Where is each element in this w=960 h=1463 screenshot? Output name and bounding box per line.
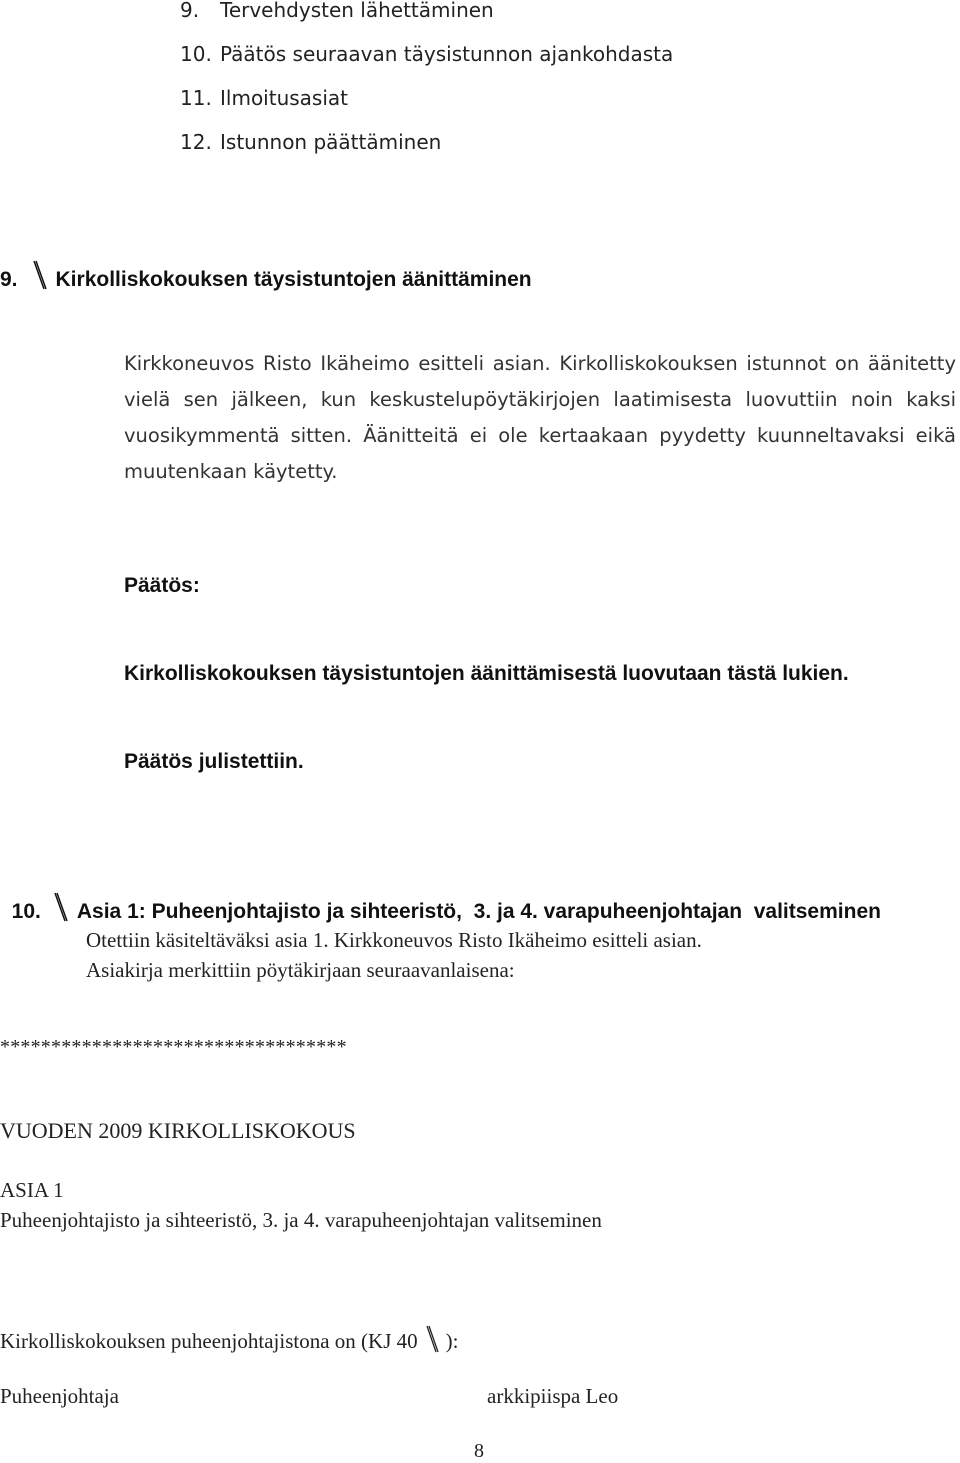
section-title: Asia 1: Puheenjohtajisto ja sihteeristö, 3. ja 4. varapuheenjohtajan valitseminen <box>76 900 881 923</box>
section-sign-icon <box>424 1325 440 1359</box>
section-10-heading <box>0 868 881 928</box>
section-10-line-1: Otettiin käsiteltäväksi asia 1. Kirkkoneuvos Risto Ikäheimo esitteli asian. <box>86 928 702 952</box>
appendix-heading: VUODEN 2009 KIRKOLLISKOKOUS <box>0 1118 356 1143</box>
page-number: 8 <box>474 1440 484 1462</box>
appendix-kj-line <box>0 1325 458 1359</box>
appendix-subject: Puheenjohtajisto ja sihteeristö, 3. ja 4. varapuheenjohtajan valitseminen <box>0 1208 602 1232</box>
agenda-item-number: 12. <box>180 130 212 154</box>
agenda-item <box>180 86 348 110</box>
section-10-line-2: Asiakirja merkittiin pöytäkirjaan seuraavanlaisena: <box>86 958 515 982</box>
appendix-asia: ASIA 1 <box>0 1178 64 1202</box>
agenda-item-number: 11. <box>180 86 212 110</box>
section-sign-icon <box>30 260 48 296</box>
section-title: Kirkolliskokouksen täysistuntojen äänittäminen <box>55 268 532 291</box>
section-number: 9. <box>0 268 18 291</box>
section-sign-icon <box>51 892 69 928</box>
decision-label: Päätös: <box>124 574 200 597</box>
decision-announced: Päätös julistettiin. <box>124 750 304 773</box>
kj-line-end: ): <box>445 1329 459 1353</box>
agenda-item <box>180 42 673 66</box>
agenda-item-text: Tervehdysten lähettäminen <box>220 0 494 22</box>
agenda-item-text: Istunnon päättäminen <box>220 130 442 154</box>
agenda-item <box>180 0 494 22</box>
role-label: Puheenjohtaja <box>0 1384 119 1408</box>
agenda-item-text: Ilmoitusasiat <box>220 86 348 110</box>
separator-stars: ********************************** <box>0 1036 347 1058</box>
agenda-item-number: 10. <box>180 42 212 66</box>
agenda-item-number: 9. <box>180 0 200 22</box>
section-number: 10. <box>11 900 41 923</box>
section-9-heading <box>0 260 532 296</box>
decision-text: Kirkolliskokouksen täysistuntojen äänittämisestä luovutaan tästä lukien. <box>124 662 849 685</box>
section-9-paragraph: Kirkkoneuvos Risto Ikäheimo esitteli asian. Kirkolliskokouksen istunnot on äänitetty vielä sen jälkeen, kun keskustelupöytäkirjojen laatimisesta luovuttiin noin kaksi vuosikymmentä sitten. Äänitteitä ei ole kertaakaan pyydetty kuunneltavaksi eikä muutenkaan käytetty. <box>124 352 956 483</box>
agenda-item-text: Päätös seuraavan täysistunnon ajankohdasta <box>220 42 674 66</box>
kj-line-text: Kirkolliskokouksen puheenjohtajistona on (KJ 40 <box>0 1329 418 1353</box>
role-value: arkkipiispa Leo <box>487 1384 619 1408</box>
agenda-item <box>180 130 441 154</box>
